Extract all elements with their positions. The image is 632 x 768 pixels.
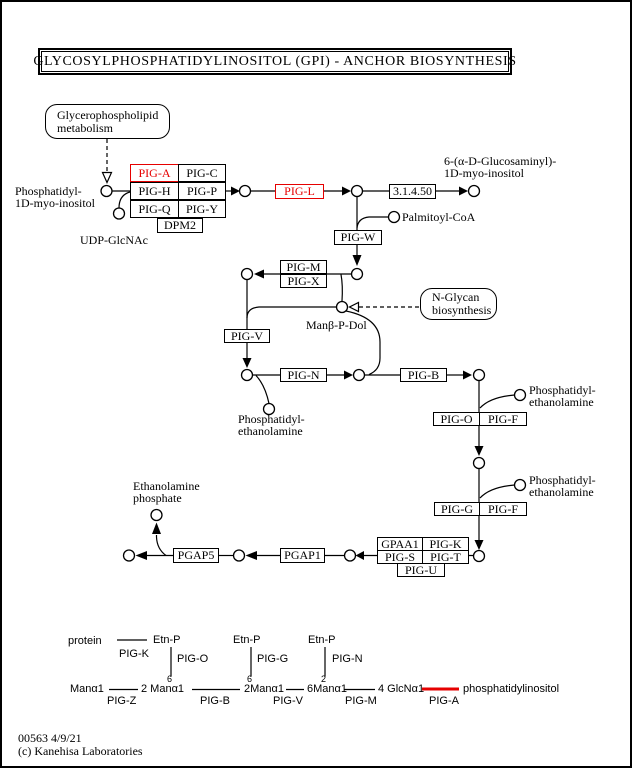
structure-enzyme-pig-g: PIG-G	[257, 653, 289, 665]
structure-man-1: Manα1	[70, 683, 104, 695]
label-line: Phosphatidyl-	[15, 184, 82, 198]
node-etnp-man2-glcn-pi[interactable]	[354, 370, 365, 381]
node-glcn-pi[interactable]	[352, 186, 363, 197]
label-line: 1D-myo-inositol	[15, 196, 95, 210]
pathway-title: GLYCOSYLPHOSPHATIDYLINOSITOL (GPI) - ANCHOR BIOSYNTHESIS	[41, 51, 509, 72]
structure-position-6a: 6	[167, 674, 173, 684]
structure-enzyme-pig-o: PIG-O	[177, 653, 209, 665]
label-man-p-dol: Manβ-P-Dol	[306, 318, 367, 332]
link-label-line1: Glycerophospholipid	[57, 107, 159, 122]
copyright: (c) Kanehisa Laboratories	[18, 744, 143, 758]
structure-man-4: 6Manα1	[307, 683, 347, 695]
node-gpi-mature[interactable]	[124, 550, 135, 561]
man-p-dol-merge-curve-2	[247, 307, 337, 318]
label-line: 6-(α-D-Glucosaminyl)-	[444, 154, 557, 168]
node-glcnac-pi[interactable]	[240, 186, 251, 197]
enzyme-pig-a[interactable]: PIG-A	[130, 164, 179, 182]
enzyme-pgap5[interactable]: PGAP5	[173, 548, 219, 563]
label-phosphatidylethanolamine-2	[529, 384, 596, 408]
enzyme-pig-g[interactable]: PIG-G	[434, 502, 480, 516]
ethanolamine-branch-curve	[157, 535, 167, 556]
structure-phosphatidylinositol: phosphatidylinositol	[463, 683, 560, 695]
enzyme-pig-c[interactable]: PIG-C	[178, 164, 226, 182]
node-complete-gpi-precursor[interactable]	[474, 551, 485, 562]
enzyme-gpaa1[interactable]: GPAA1	[377, 537, 423, 551]
node-palmitoyl-coa[interactable]	[389, 212, 400, 223]
label-line: Phosphatidyl-	[529, 383, 596, 397]
structure-etn-p-3: Etn-P	[308, 634, 336, 646]
enzyme-pig-o[interactable]: PIG-O	[433, 412, 480, 426]
enzyme-dpm2[interactable]: DPM2	[157, 218, 203, 233]
node-man-p-dol[interactable]	[337, 302, 348, 313]
node-gpi-deacylated[interactable]	[234, 550, 245, 561]
palmitoyl-merge-curve	[357, 217, 388, 228]
structure-glcn: 4 GlcNα1	[378, 683, 425, 695]
structure-position-6b: 6	[247, 674, 253, 684]
node-etnp-man3-glcn-pi[interactable]	[474, 458, 485, 469]
link-label-line1: N-Glycan	[432, 290, 480, 304]
label-line: phosphate	[133, 491, 182, 505]
label-line: ethanolamine	[529, 485, 594, 499]
node-man2-glcn-pi[interactable]	[242, 370, 253, 381]
node-udp-glcnac[interactable]	[114, 208, 125, 219]
link-glycerophospholipid-metabolism[interactable]	[45, 104, 170, 139]
structure-enzyme-pig-v: PIG-V	[273, 695, 303, 707]
pathway-title-box	[33, 48, 517, 75]
maplink-arrow-down	[103, 173, 112, 183]
structure-enzyme-pig-m: PIG-M	[345, 695, 377, 707]
structure-enzyme-pig-z: PIG-Z	[107, 695, 137, 707]
enzyme-pig-w[interactable]: PIG-W	[334, 230, 382, 245]
enzyme-pig-s[interactable]: PIG-S	[377, 550, 423, 564]
label-udp-glcnac: UDP-GlcNAc	[80, 233, 148, 247]
label-line: Ethanolamine	[133, 479, 200, 493]
node-gpi-protein[interactable]	[345, 550, 356, 561]
link-label-line2: biosynthesis	[432, 303, 492, 317]
node-man3-glcn-pi[interactable]	[474, 370, 485, 381]
pe-merge-curve-3	[480, 485, 515, 498]
structure-enzyme-pig-b: PIG-B	[200, 695, 230, 707]
label-ethanolamine-phosphate	[133, 480, 200, 504]
enzyme-pig-u[interactable]: PIG-U	[397, 563, 445, 577]
enzyme-pig-h[interactable]: PIG-H	[130, 182, 179, 200]
enzyme-pgap1[interactable]: PGAP1	[280, 548, 325, 563]
structure-man-2: 2 Manα1	[141, 683, 185, 695]
pe-merge-curve-2	[480, 395, 515, 408]
node-man-glcn-pi[interactable]	[242, 269, 253, 280]
enzyme-3-1-4-50[interactable]: 3.1.4.50	[389, 184, 436, 199]
node-phosphatidyl-inositol[interactable]	[101, 186, 112, 197]
man-p-dol-merge-curve-1	[341, 275, 342, 302]
link-n-glycan-biosynthesis[interactable]	[420, 288, 497, 320]
label-phosphatidylethanolamine-1	[238, 413, 305, 437]
pe-merge-curve-1	[256, 376, 269, 404]
label-line: ethanolamine	[238, 424, 303, 438]
enzyme-pig-p[interactable]: PIG-P	[178, 182, 226, 200]
structure-protein: protein	[68, 635, 102, 647]
label-line: Phosphatidyl-	[529, 473, 596, 487]
label-line: Phosphatidyl-	[238, 412, 305, 426]
enzyme-pig-k[interactable]: PIG-K	[422, 537, 469, 551]
enzyme-pig-f-1[interactable]: PIG-F	[479, 412, 527, 426]
map-id-date: 00563 4/9/21	[18, 731, 82, 745]
structure-man-3: 2Manα1	[244, 683, 284, 695]
structure-etn-p-2: Etn-P	[233, 634, 261, 646]
node-pe-2[interactable]	[515, 390, 526, 401]
link-label-line2: metabolism	[57, 120, 113, 135]
enzyme-pig-m[interactable]: PIG-M	[280, 260, 327, 274]
enzyme-pig-y[interactable]: PIG-Y	[178, 200, 226, 218]
node-ethanolamine-phosphate[interactable]	[151, 510, 162, 521]
structure-position-2: 2	[321, 674, 327, 684]
structure-etn-p-1: Etn-P	[153, 634, 181, 646]
node-pe-3[interactable]	[515, 480, 526, 491]
structure-enzyme-pig-n: PIG-N	[332, 653, 363, 665]
structure-enzyme-pig-a: PIG-A	[429, 695, 459, 707]
label-line: 1D-myo-inositol	[444, 166, 524, 180]
enzyme-pig-b[interactable]: PIG-B	[400, 368, 447, 382]
node-glucosaminyl-inositol[interactable]	[469, 186, 480, 197]
enzyme-pig-q[interactable]: PIG-Q	[130, 200, 179, 218]
label-phosphatidyl-inositol	[15, 185, 95, 209]
udp-glcnac-merge-curve	[119, 192, 130, 208]
enzyme-pig-t[interactable]: PIG-T	[422, 550, 469, 564]
maplink-arrow-left	[350, 303, 359, 312]
structure-enzyme-pig-k: PIG-K	[119, 648, 149, 660]
label-phosphatidylethanolamine-3	[529, 474, 596, 498]
enzyme-pig-n[interactable]: PIG-N	[280, 368, 327, 382]
enzyme-pig-f-2[interactable]: PIG-F	[479, 502, 527, 516]
node-glcn-acyl-pi[interactable]	[352, 269, 363, 280]
enzyme-pig-l[interactable]: PIG-L	[275, 184, 324, 199]
label-glucosaminyl-inositol	[444, 155, 556, 179]
enzyme-pig-v[interactable]: PIG-V	[224, 329, 270, 343]
label-line: ethanolamine	[529, 395, 594, 409]
enzyme-pig-x[interactable]: PIG-X	[280, 274, 327, 288]
label-palmitoyl-coa: Palmitoyl-CoA	[402, 210, 476, 224]
